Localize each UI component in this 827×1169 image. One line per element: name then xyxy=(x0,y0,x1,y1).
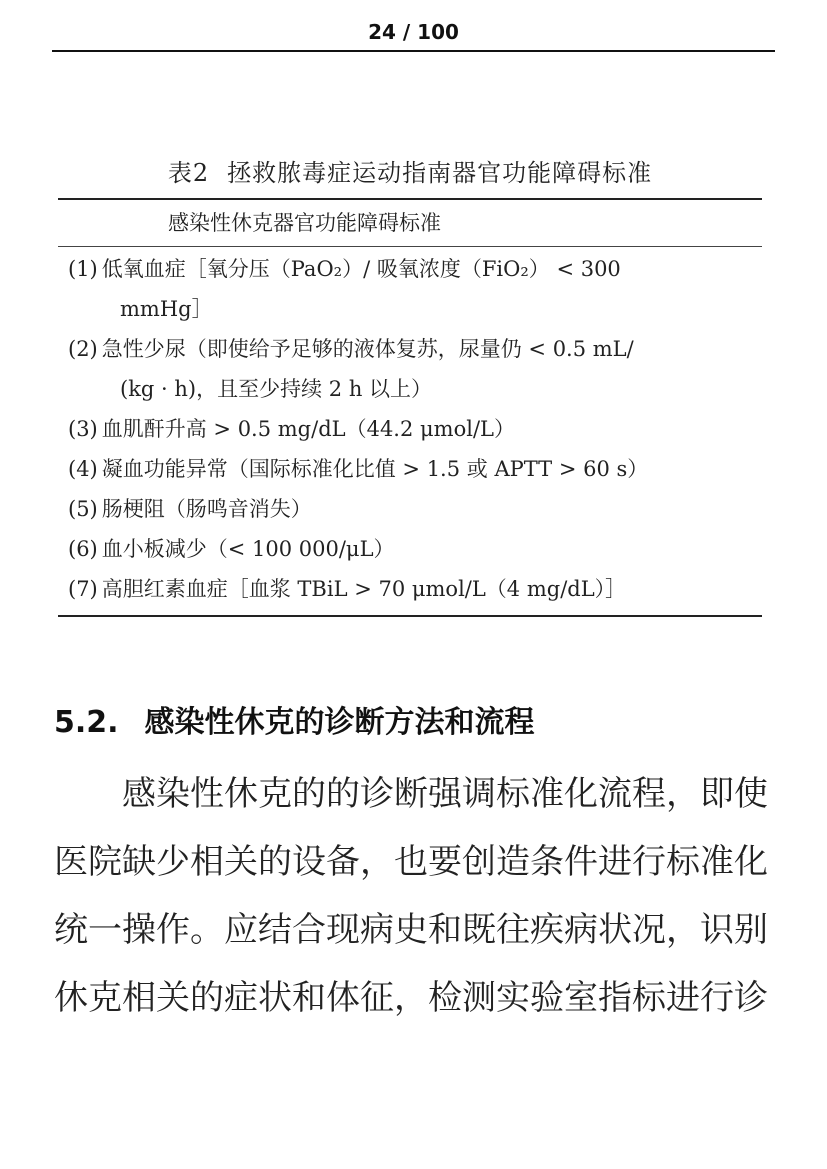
table-line xyxy=(58,489,762,529)
table-line xyxy=(58,409,762,449)
section-heading xyxy=(54,700,535,746)
table-line-text: 急性少尿（即使给予足够的液体复苏，尿量仍 < 0.5 mL/ xyxy=(101,337,634,361)
table-line xyxy=(58,249,762,289)
section-title: 感染性休克的诊断方法和流程 xyxy=(144,705,535,740)
section-number: 5.2. xyxy=(54,705,119,740)
table-line-number: (2) xyxy=(68,337,98,361)
table-body xyxy=(58,247,762,615)
table-line-text: 血肌酐升高 > 0.5 mg/dL（44.2 μmol/L） xyxy=(101,417,515,441)
table-line-number: (1) xyxy=(68,257,98,281)
table-line-text: 肠梗阻（肠鸣音消失） xyxy=(101,497,312,521)
paragraph-line: 感染性休克的的诊断强调标准化流程，即使 xyxy=(122,774,768,814)
table-line xyxy=(58,449,762,489)
table-line-number: (4) xyxy=(68,457,98,481)
table-caption-label: 表2 xyxy=(167,159,210,187)
table-line xyxy=(58,289,762,329)
table-line-text: 血小板减少（< 100 000/μL） xyxy=(101,537,395,561)
table-line xyxy=(58,369,762,409)
page-number: 24 / 100 xyxy=(368,20,459,44)
table-line xyxy=(58,569,762,609)
table-line xyxy=(58,529,762,569)
table-line-number: (6) xyxy=(68,537,98,561)
table-caption-title: 拯救脓毒症运动指南器官功能障碍标准 xyxy=(227,159,653,187)
paragraph-line: 医院缺少相关的设备，也要创造条件进行标准化 xyxy=(54,842,768,882)
table-line-number: (3) xyxy=(68,417,98,441)
table-line xyxy=(58,329,762,369)
table-line-text: 高胆红素血症［血浆 TBiL > 70 μmol/L（4 mg/dL）］ xyxy=(101,577,627,601)
table-line-text: mmHg］ xyxy=(120,297,213,321)
paragraph-line: 统一操作。应结合现病史和既往疾病状况，识别 xyxy=(54,910,768,950)
table-bottom-rule xyxy=(58,615,762,617)
table-figure xyxy=(58,150,762,617)
table-caption xyxy=(58,150,762,198)
page-header xyxy=(52,18,775,52)
table-line-number: (7) xyxy=(68,577,98,601)
body-paragraph xyxy=(54,760,774,1032)
table-column-header: 感染性休克器官功能障碍标准 xyxy=(168,211,441,235)
paragraph-line: 休克相关的症状和体征，检测实验室指标进行诊 xyxy=(54,978,768,1018)
table-line-text: (kg · h)，且至少持续 2 h 以上） xyxy=(120,377,433,401)
table-line-text: 凝血功能异常（国际标准化比值 > 1.5 或 APTT > 60 s） xyxy=(101,457,649,481)
table-line-text: 低氧血症［氧分压（PaO₂）/ 吸氧浓度（FiO₂） < 300 xyxy=(101,257,621,281)
table-line-number: (5) xyxy=(68,497,98,521)
